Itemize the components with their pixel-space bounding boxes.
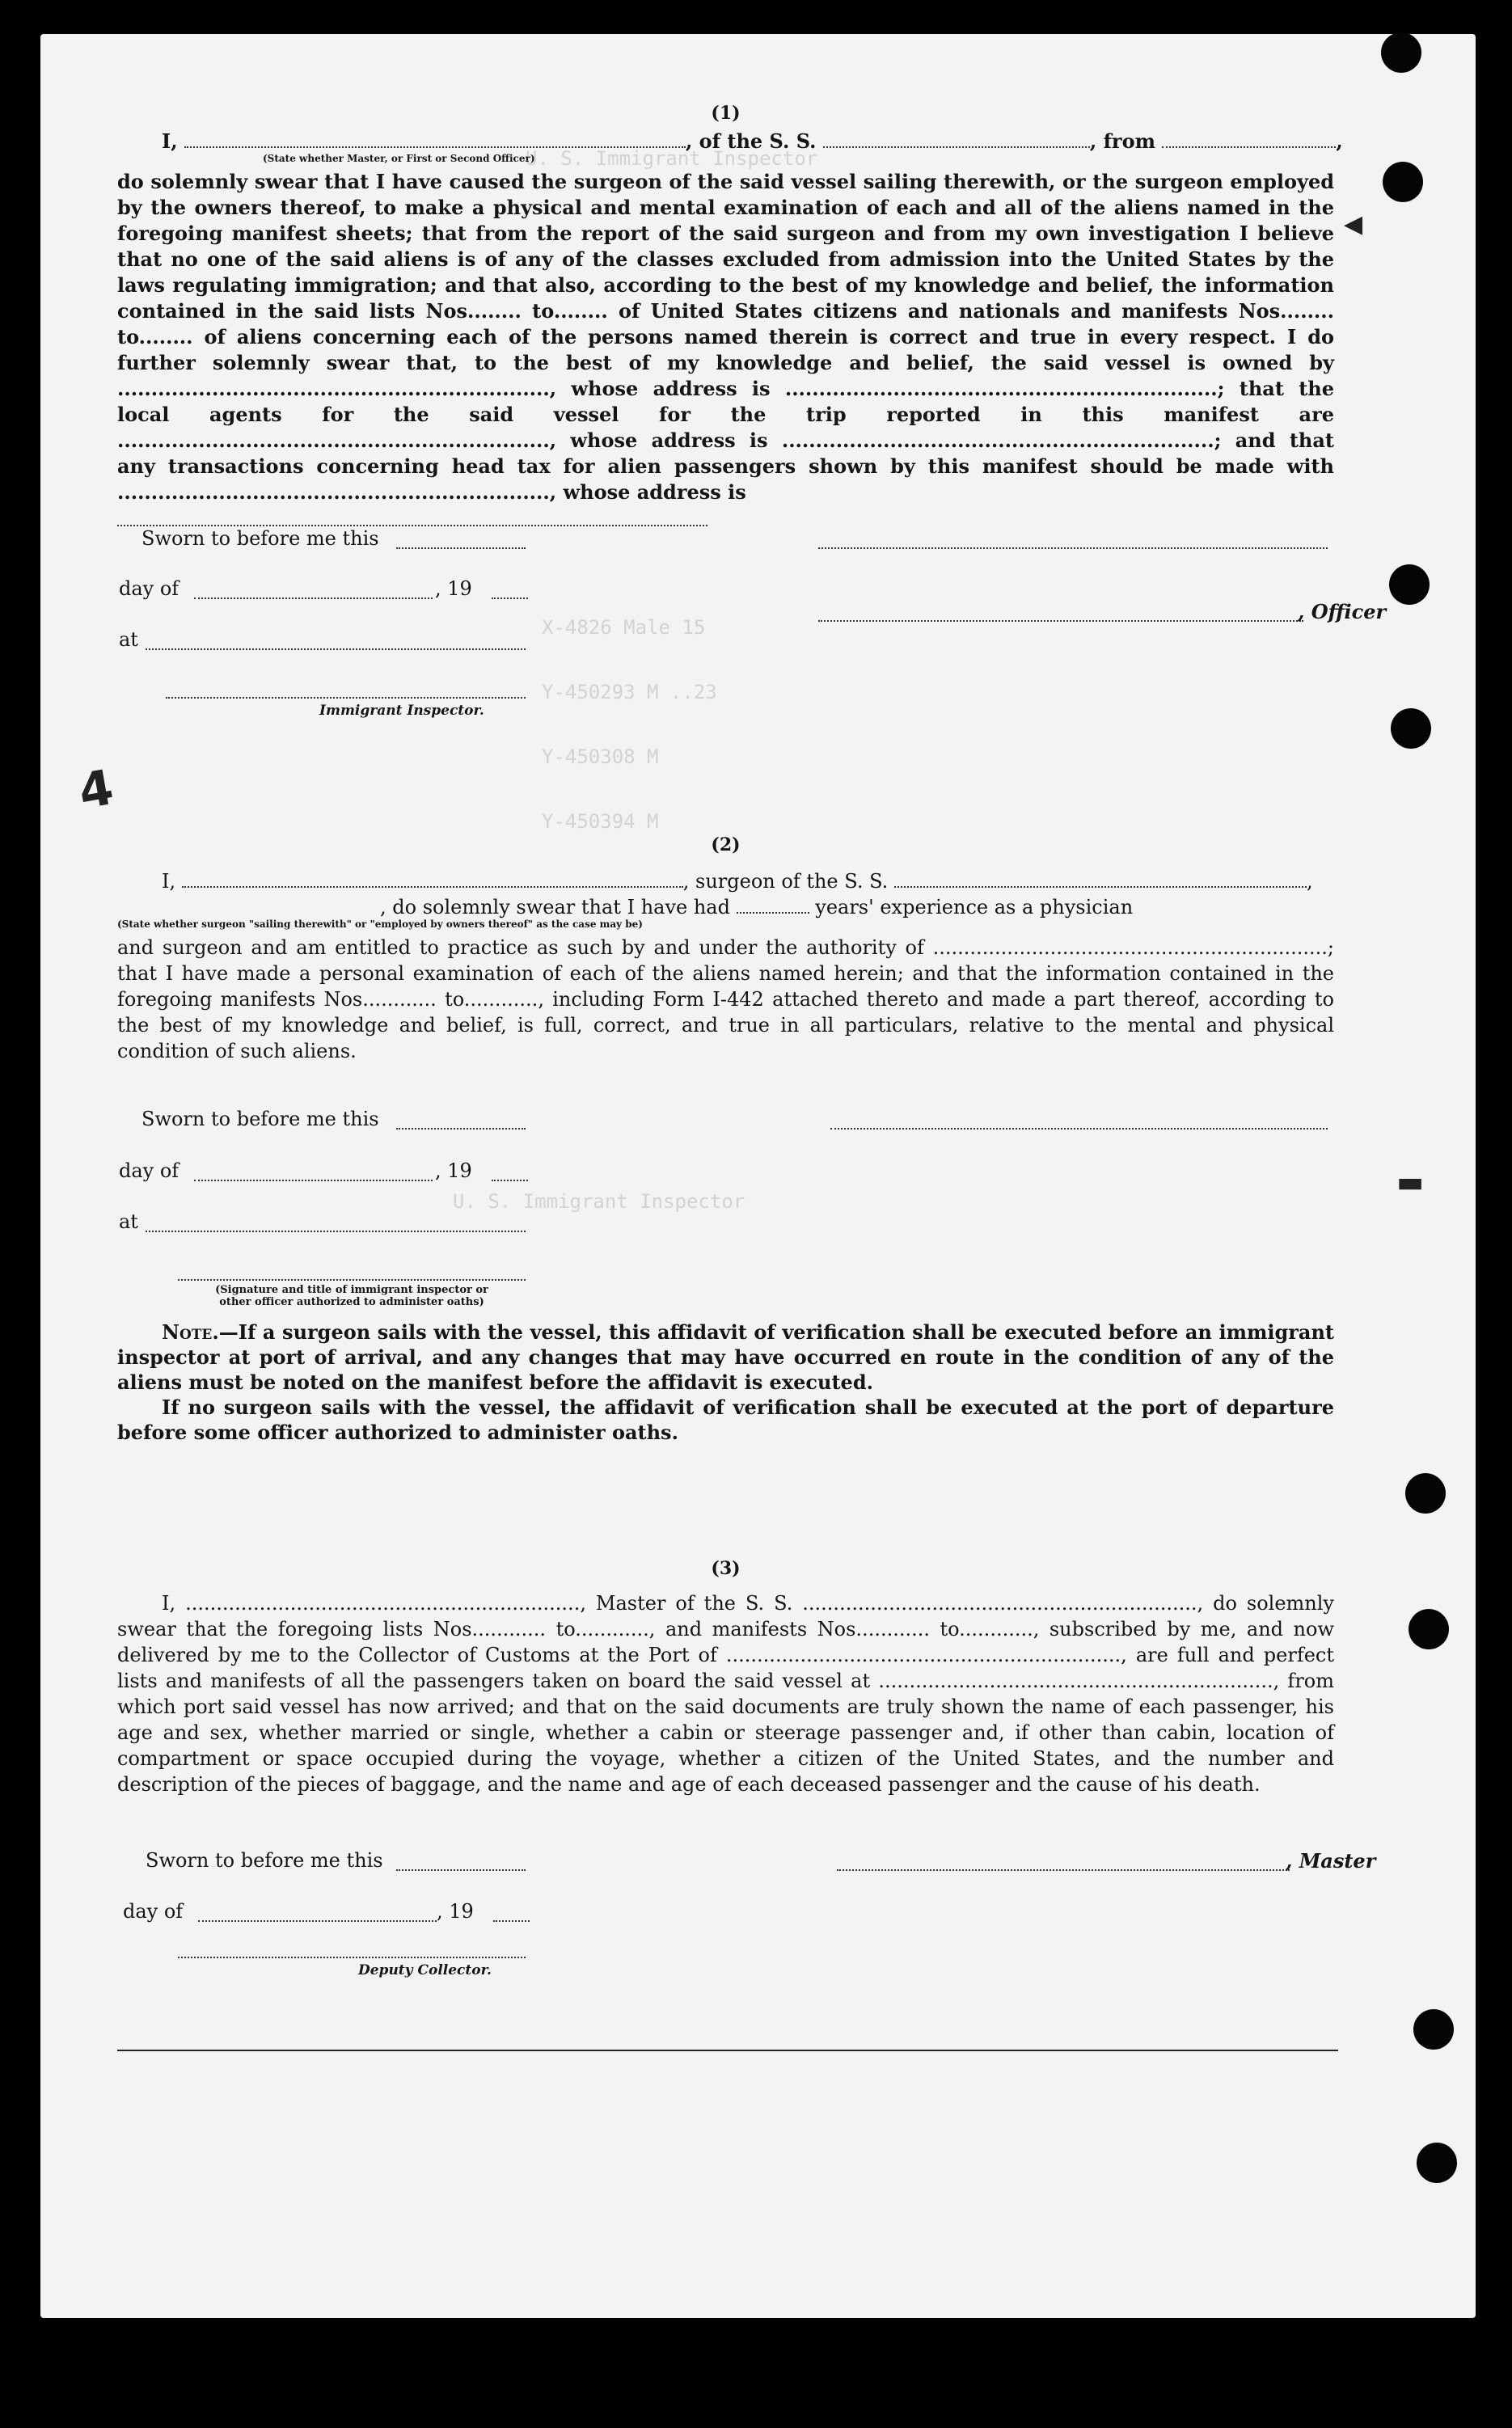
sworn-line-2: Sworn to before me this xyxy=(141,1108,379,1130)
inspector-signature-line[interactable] xyxy=(166,697,526,699)
sworn-line-1: Sworn to before me this xyxy=(141,527,379,550)
handwritten-mark: 4 xyxy=(74,758,118,821)
officer-line: I, , of the S. S. , from , xyxy=(162,129,1343,153)
bleed-through-text: U. S. Immigrant Inspector xyxy=(526,147,818,170)
at-line-1: at xyxy=(119,628,138,651)
affidavit-section-1 xyxy=(117,103,1343,505)
officer-label: , Officer xyxy=(1298,600,1387,623)
signature-line-1[interactable] xyxy=(818,547,1328,549)
officer-signature-line[interactable] xyxy=(818,620,1303,622)
year-line-3: , 19 xyxy=(437,1900,474,1923)
immigrant-inspector-label: Immigrant Inspector. xyxy=(319,703,484,719)
arrow-mark: ◀ xyxy=(1344,210,1363,239)
note-label: Note. xyxy=(162,1320,219,1344)
at-field-2[interactable] xyxy=(146,1231,526,1232)
sworn-date-field-1[interactable] xyxy=(396,547,526,549)
punch-hole xyxy=(1391,708,1431,749)
master-signature-line[interactable] xyxy=(837,1869,1290,1871)
master-label: , Master xyxy=(1286,1849,1376,1873)
year-line-2: , 19 xyxy=(435,1159,472,1182)
vessel-name-field[interactable] xyxy=(823,132,1090,148)
punch-hole xyxy=(1389,564,1430,605)
year-field-3[interactable] xyxy=(493,1920,530,1922)
experience-line: , do solemnly swear that I have had years' experience as a physician xyxy=(380,896,1134,918)
day-of-line-2: day of xyxy=(119,1159,179,1182)
bleed-through-text: X-4826 Male 15 xyxy=(542,616,706,639)
year-field-2[interactable] xyxy=(492,1180,528,1181)
punch-hole xyxy=(1417,2143,1457,2183)
year-field-1[interactable] xyxy=(492,597,528,599)
day-of-line-3: day of xyxy=(123,1900,184,1923)
note-paragraph-2: If no surgeon sails with the vessel, the affidavit of verification shall be executed at the port of departure before some officer authorized to administer oaths. xyxy=(117,1396,1334,1444)
punch-hole xyxy=(1405,1473,1446,1514)
punch-hole xyxy=(1413,2009,1454,2050)
from-port-field[interactable] xyxy=(1162,132,1336,148)
day-field-2[interactable] xyxy=(194,1180,433,1181)
at-field-1[interactable] xyxy=(146,648,526,650)
day-field-3[interactable] xyxy=(198,1920,437,1922)
section-3-body: I, ................................................................, Master of the S. S. ................................................................, do solemnly swear that the foregoing lists Nos............ to............, and manifests Nos............ to............, subscribed by me, and now delivered by me to the Collector of Customs at the Port of ................................................................, are full and perfect lists and manifests of all the passengers taken on board the said vessel at ................................................................, from which port said vessel has now arrived; and that on the said documents are truly shown the name of each passenger, his age and sex, whether married or single, whether a cabin or steerage passenger and, if other than cabin, location of compartment or space occupied during the voyage, whether a citizen of the United States, and the number and description of the pieces of baggage, and the name and age of each deceased passenger and the cause of his death. xyxy=(117,1592,1334,1796)
dash-mark: ▬ xyxy=(1396,1166,1425,1199)
deputy-signature-line[interactable] xyxy=(178,1957,526,1958)
sworn-date-field-2[interactable] xyxy=(396,1128,526,1130)
signature-line-2[interactable] xyxy=(830,1128,1328,1130)
punch-hole xyxy=(1381,32,1421,73)
affidavit-section-2 xyxy=(117,834,1334,1064)
surgeon-status-note: (State whether surgeon "sailing therewith" or "employed by owners thereof" as the case may be) xyxy=(117,918,643,930)
at-line-2: at xyxy=(119,1210,138,1233)
sworn-line-3: Sworn to before me this xyxy=(146,1849,383,1872)
bottom-rule xyxy=(117,2050,1338,2051)
section-number: (2) xyxy=(711,834,741,855)
bleed-through-text: Y-450293 M ..23 xyxy=(542,681,717,703)
section-number: (1) xyxy=(711,103,741,124)
bleed-through-text: Y-450394 M xyxy=(542,810,659,833)
section-1-body: do solemnly swear that I have caused the surgeon of the said vessel sailing therewith, or the surgeon employed by the owners thereof, to make a physical and mental examination of each and all of the aliens named in the foregoing manifest sheets; that from the report of the said surgeon and from my own investigation I believe that no one of the said aliens is of any of the classes excluded from admission into the United States by the laws regulating immigration; and that also, according to the best of my knowledge and belief, the information contained in the said lists Nos........ to........ of United States citizens and nationals and manifests Nos........ to........ of aliens concerning each of the persons named therein is correct and true in every respect. I do further solemnly swear that, to the best of my knowledge and belief, the said vessel is owned by ................................................................, whose address is ................................................................; that the local agents for the said vessel for the trip reported in this manifest are ................................................................, whose address is ................................................................; and that any transactions concerning head tax for alien passengers shown by this manifest should be made with ................................................................, whose address is xyxy=(117,170,1334,504)
authorized-officer-signature-line[interactable] xyxy=(178,1279,526,1281)
surgeon-name-field[interactable] xyxy=(182,872,683,888)
note-block xyxy=(117,1320,1334,1445)
years-experience-field[interactable] xyxy=(737,897,809,914)
deputy-collector-label: Deputy Collector. xyxy=(358,1962,492,1978)
signature-caption: (Signature and title of immigrant inspector or other officer authorized to administer oaths) xyxy=(215,1284,488,1308)
punch-hole xyxy=(1383,162,1423,202)
section-number: (3) xyxy=(711,1558,741,1579)
section-2-body: and surgeon and am entitled to practice as such by and under the authority of ................................................................; that I have made a personal examination of each of the aliens named herein; and that the information contained in the foregoing manifests Nos............ to............, including Form I-442 attached thereto and made a part thereof, according to the best of my knowledge and belief, is full, correct, and true in all particulars, relative to the mental and physical condition of such aliens. xyxy=(117,936,1334,1062)
day-field-1[interactable] xyxy=(194,597,433,599)
punch-hole xyxy=(1409,1609,1449,1649)
note-paragraph-1: Note.—If a surgeon sails with the vessel, this affidavit of verification shall be executed before an immigrant inspector at port of arrival, and any changes that may have occurred en route in the condition of any of the aliens must be noted on the manifest before the affidavit is executed. xyxy=(117,1320,1334,1394)
year-line-1: , 19 xyxy=(435,577,472,600)
surgeon-vessel-field[interactable] xyxy=(894,872,1307,888)
officer-name-field[interactable] xyxy=(184,132,686,148)
manifest-back-page xyxy=(40,34,1476,2318)
affidavit-section-3 xyxy=(117,1558,1334,1797)
officer-rank-note: (State whether Master, or First or Second Officer) xyxy=(263,153,535,164)
surgeon-line: I, , surgeon of the S. S. , xyxy=(162,870,1313,893)
bleed-through-text: U. S. Immigrant Inspector xyxy=(453,1190,745,1213)
bleed-through-text: Y-450308 M xyxy=(542,745,659,768)
day-of-line-1: day of xyxy=(119,577,179,600)
trailing-address-line[interactable] xyxy=(117,525,707,526)
sworn-date-field-3[interactable] xyxy=(396,1869,526,1871)
